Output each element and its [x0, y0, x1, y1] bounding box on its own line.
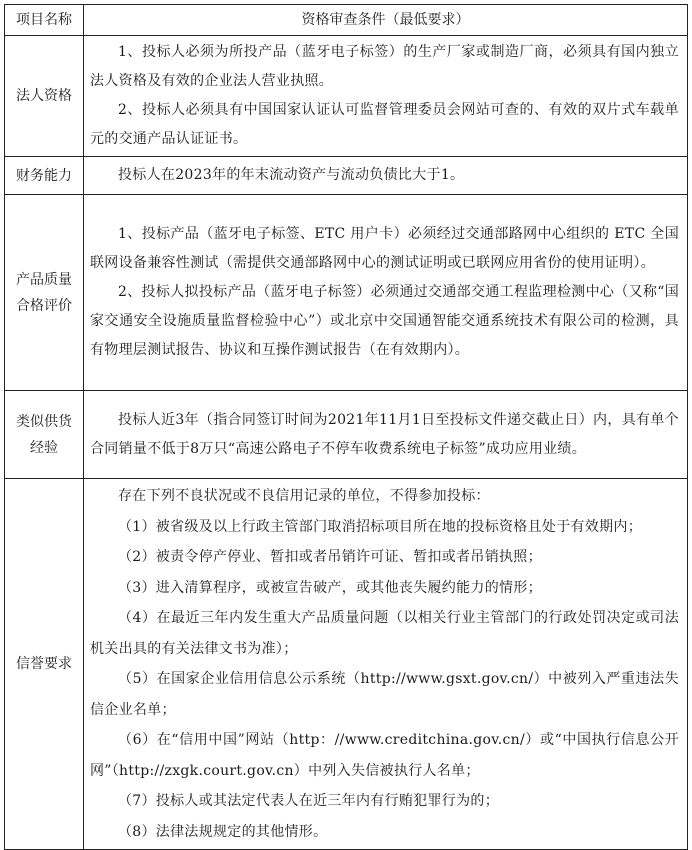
- paragraph: （7）投标人或其法定代表人在近三年内有行贿犯罪行为的；: [118, 793, 500, 809]
- paragraph: 1、投标产品（蓝牙电子标签、ETC 用户卡）必须经过交通部路网中心组织的 ETC 全国联网设备兼容性测试（需提供交通部路网中心的测试证明或已联网应用省份的使用证明）。: [90, 226, 679, 271]
- table-header-row: [5, 5, 688, 36]
- table-row: [5, 195, 688, 391]
- row-experience-label: 类似供货经验: [16, 413, 72, 456]
- table-row: [5, 391, 688, 479]
- paragraph: 投标人近3年（指合同签订时间为2021年11月1日至投标文件递交截止日）内，具有单个合同销量不低于8万只“高速公路电子不停车收费系统电子标签”成功应用业绩。: [90, 411, 679, 457]
- row-finance-content: [84, 157, 688, 195]
- paragraph: （5）在国家企业信用信息公示系统（http://www.gsxt.gov.cn/）中被列入严重违法失信企业名单；: [90, 671, 679, 718]
- row-credit-content: [84, 479, 688, 850]
- row-quality-content: [84, 195, 688, 391]
- row-credit-name: 信誉要求: [5, 479, 84, 850]
- row-legal-content: [84, 36, 688, 157]
- paragraph: （4）在最近三年内发生重大产品质量问题（以相关行业主管部门的行政处罚决定或司法机关出具的有关法律文书为准）；: [90, 610, 679, 657]
- paragraph: （1）被省级及以上行政主管部门取消招标项目所在地的投标资格且处于有效期内；: [118, 518, 643, 535]
- paragraph: 投标人在2023年的年末流动资产与流动负债比大于1。: [118, 167, 465, 183]
- paragraph: 存在下列不良状况或不良信用记录的单位，不得参加投标：: [118, 488, 490, 504]
- header-item-name: 项目名称: [5, 5, 84, 36]
- row-experience-name: [5, 391, 84, 479]
- table-row: [5, 36, 688, 157]
- row-experience-content: [84, 391, 688, 479]
- row-legal-name: 法人资格: [5, 36, 84, 157]
- row-quality-label: 产品质量合格评价: [16, 271, 72, 314]
- qualification-table: [4, 4, 688, 850]
- row-quality-name: [5, 195, 84, 391]
- paragraph: （6）在“信用中国”网站（http：//www.creditchina.gov.cn/）或“中国执行信息公开网”（http://zxgk.court.gov.cn）中列入失信被执行人名单；: [90, 732, 679, 779]
- paragraph: 2、投标人拟投标产品（蓝牙电子标签）必须通过交通部交通工程监理检测中心（又称“国家交通安全设施质量监督检验中心”）或北京中交国通智能交通系统技术有限公司的检测，具有物理层测试报告、协议和互操作测试报告（在有效期内）。: [90, 284, 679, 358]
- paragraph: 1、投标人必须为所投产品（蓝牙电子标签）的生产厂家或制造厂商，必须具有国内独立法人资格及有效的企业法人营业执照。: [90, 44, 679, 89]
- header-criteria: 资格审查条件（最低要求）: [84, 5, 688, 36]
- paragraph: 2、投标人必须具有中国国家认证认可监督管理委员会网站可查的、有效的双片式车载单元的交通产品认证证书。: [90, 102, 679, 147]
- table-row: [5, 157, 688, 195]
- row-finance-name: 财务能力: [5, 157, 84, 195]
- paragraph: （3）进入清算程序，或被宣告破产，或其他丧失履约能力的情形；: [118, 579, 542, 596]
- table-row: [5, 479, 688, 850]
- paragraph: （2）被责令停产停业、暂扣或者吊销许可证、暂扣或者吊销执照；: [118, 549, 542, 565]
- paragraph: （8）法律法规规定的其他情形。: [118, 823, 328, 840]
